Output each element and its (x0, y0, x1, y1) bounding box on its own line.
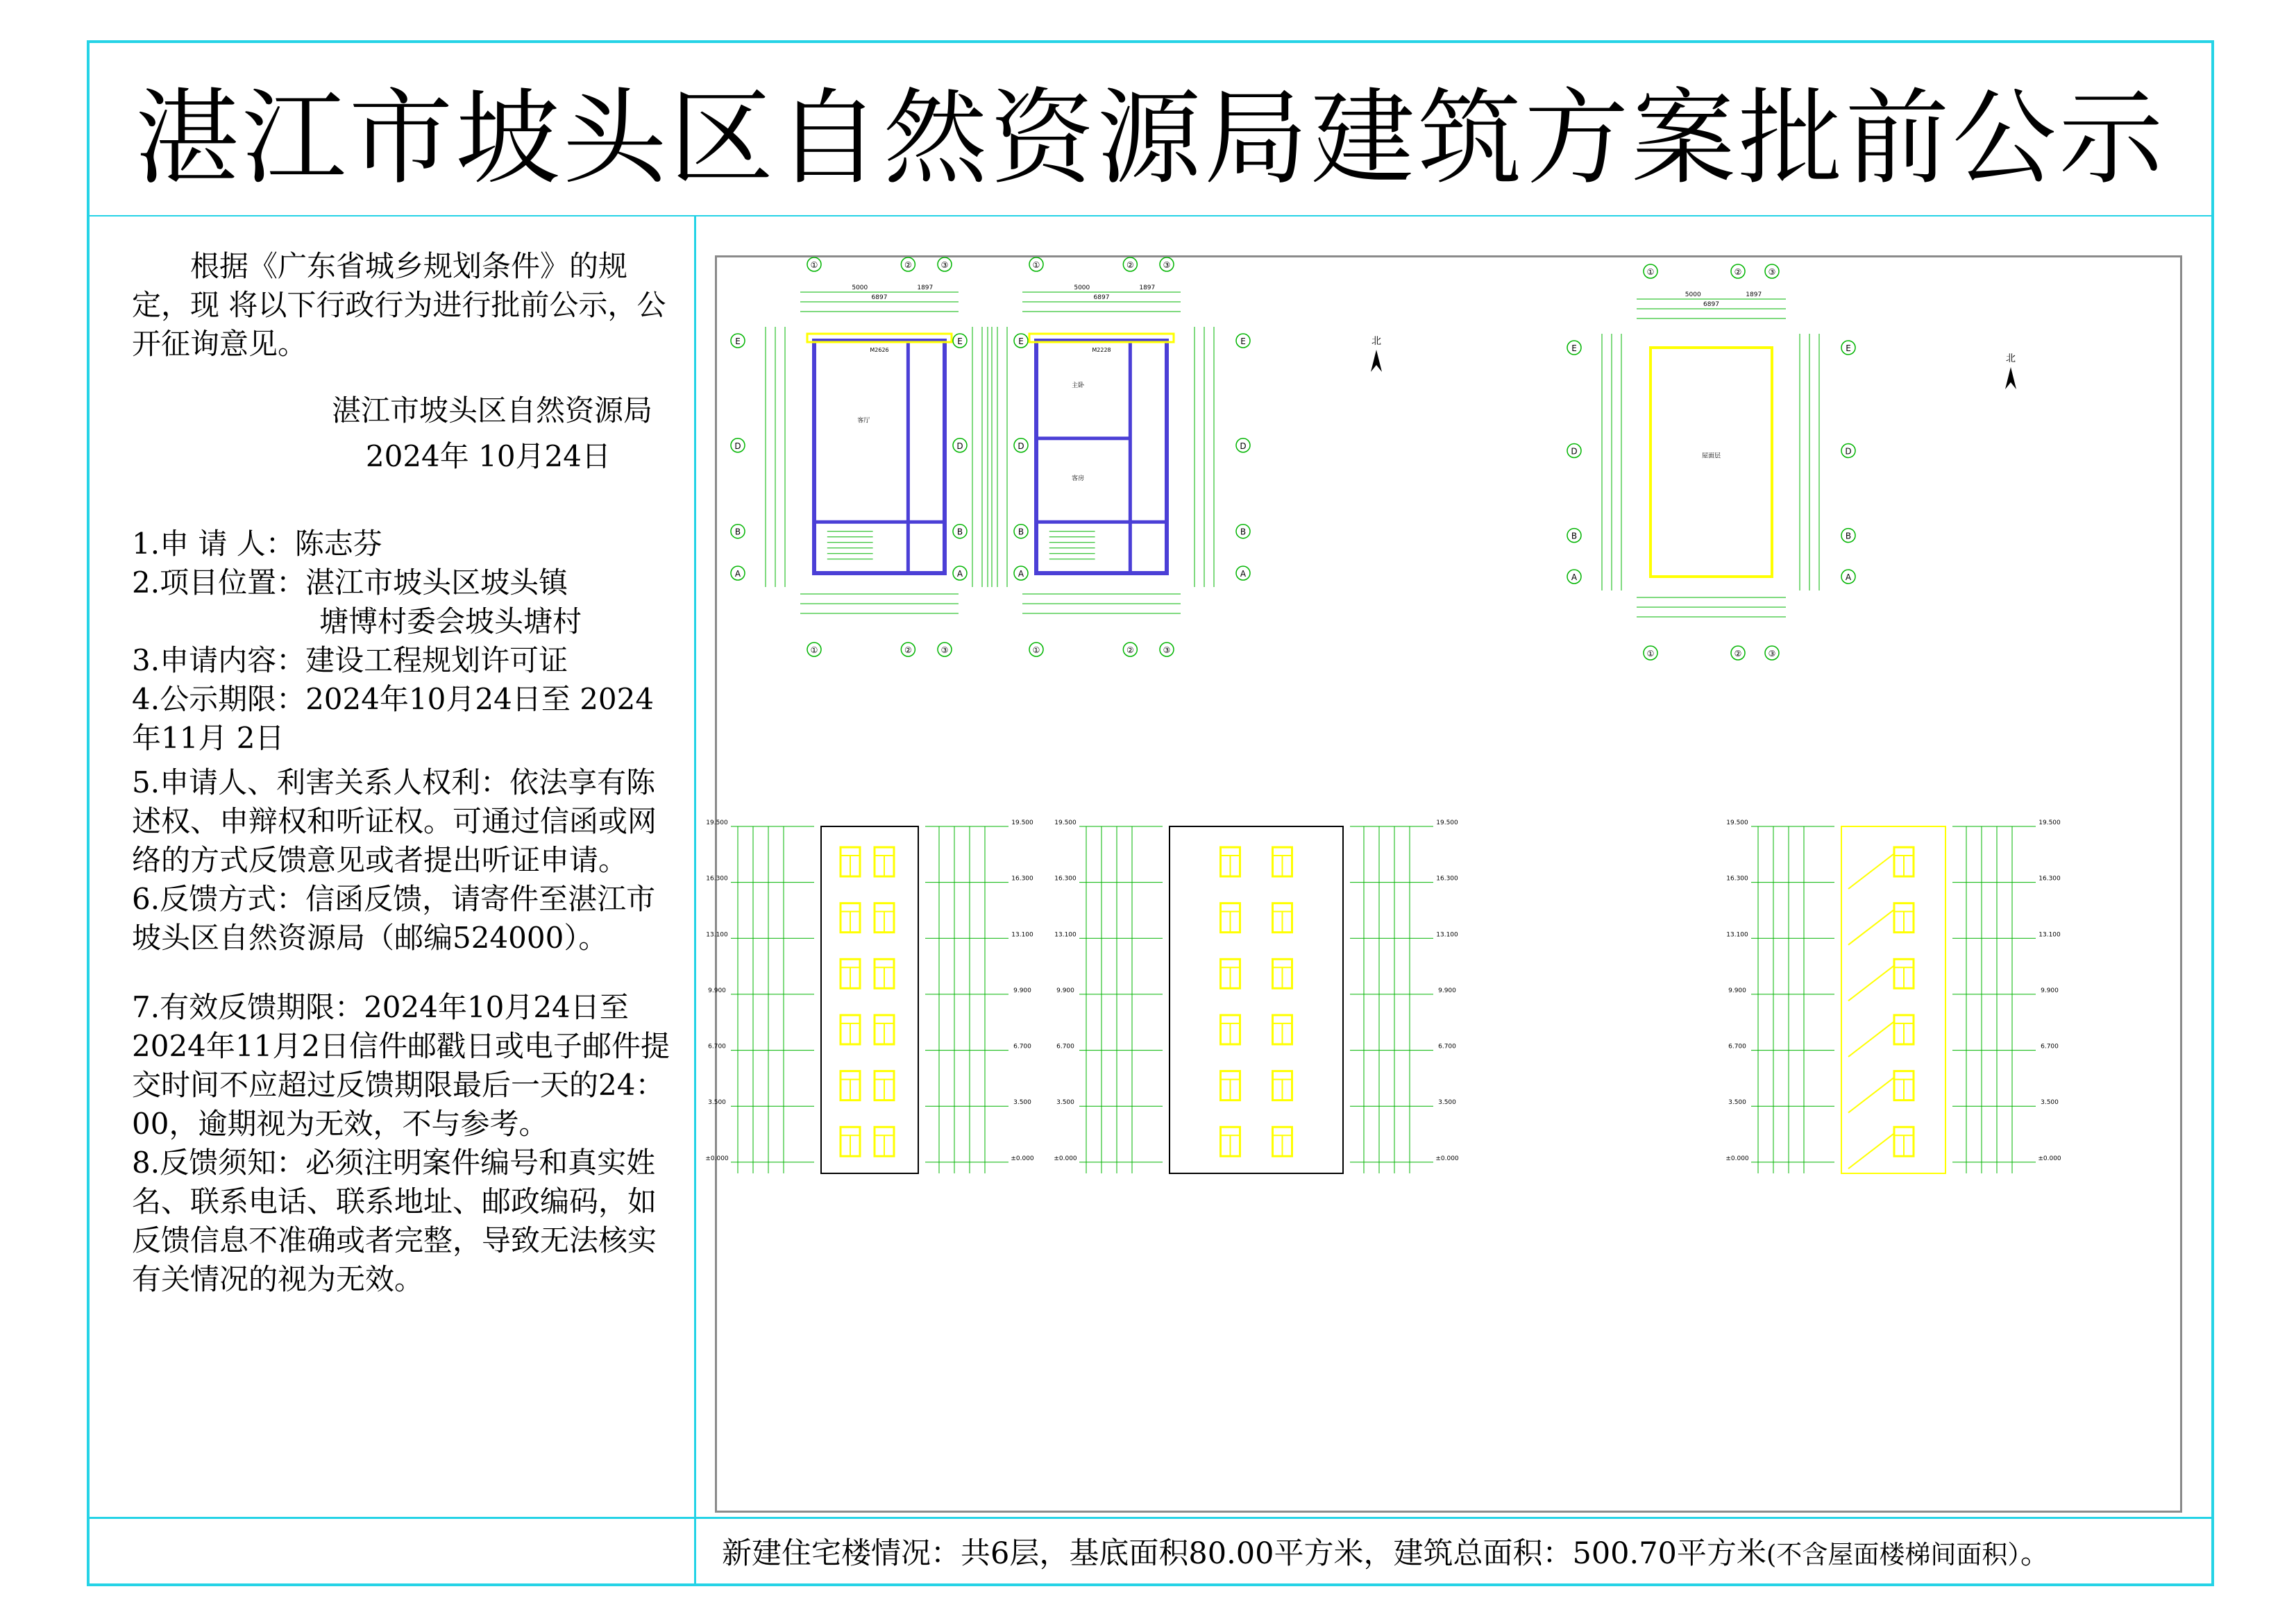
axis-label: D (1571, 446, 1578, 457)
axis-label: ③ (1768, 267, 1776, 277)
axis-label: B (1571, 531, 1578, 541)
column-divider (694, 216, 697, 1586)
axis-label: D (956, 441, 963, 451)
dimension-value: 5000 (852, 284, 868, 291)
bottom-divider (87, 1517, 2214, 1520)
notice-date: 2024年 10月24日 (365, 439, 611, 473)
axis-label: ① (1646, 267, 1655, 277)
axis-label: E (957, 337, 963, 346)
dimension-value: 1897 (1139, 284, 1156, 291)
elevation-value: 13.100 (2038, 931, 2061, 939)
item-rights: 5.申请人、利害关系人权利：依法享有陈述权、申辩权和听证权。可通过信函或网络的方式反馈意见或者提出听证申请。 (132, 765, 657, 877)
axis-label: ③ (1163, 645, 1171, 655)
north-arrow-icon (2005, 367, 2016, 389)
elevation-value: 13.100 (1054, 931, 1077, 939)
item-feedback-method: 6.反馈方式：信函反馈，请寄件至湛江市坡头区自然资源局（邮编524000）。 (132, 882, 656, 955)
north-arrow-icon (1371, 350, 1382, 372)
axis-label: A (1240, 569, 1247, 579)
axis-label: D (734, 441, 741, 451)
exterior-wall (1036, 341, 1167, 573)
axis-label: A (1571, 572, 1578, 582)
elevation (1725, 819, 2061, 1173)
agency-name: 湛江市坡头区自然资源局 (331, 393, 652, 427)
axis-label: ② (1126, 645, 1134, 655)
item-content: 3.申请内容：建设工程规划许可证 (132, 643, 568, 677)
axis-label: ② (1734, 649, 1742, 658)
elevation (705, 819, 1034, 1173)
elevation-value: 6.700 (1438, 1043, 1456, 1051)
floor-plan (1567, 264, 1855, 660)
item-applicant: 1.申 请 人：陈志芬 (132, 527, 382, 561)
axis-label: B (1845, 531, 1852, 541)
axis-label: ① (1032, 260, 1040, 270)
door-code: M2228 (1092, 347, 1111, 353)
elevation-value: 19.500 (1054, 819, 1077, 826)
elevation-value: ±0.000 (1011, 1155, 1034, 1162)
axis-label: ② (904, 260, 912, 270)
dimension-value: 6897 (1703, 301, 1719, 308)
elevation-value: 6.700 (1056, 1043, 1074, 1051)
stair-flight (1848, 966, 1893, 1001)
elevation-value: 19.500 (1726, 819, 1748, 826)
elevation-value: 9.900 (1013, 987, 1031, 994)
axis-label: ① (810, 260, 818, 270)
axis-label: ① (1032, 645, 1040, 655)
elevation-value: 3.500 (1728, 1099, 1746, 1107)
axis-label: A (956, 569, 963, 579)
room-label: 客厅 (857, 417, 870, 425)
item-location: 2.项目位置：湛江市坡头区坡头镇 (132, 566, 568, 600)
stair-flight (1848, 854, 1893, 889)
elevation-value: 6.700 (708, 1043, 726, 1051)
axis-label: ② (1734, 267, 1742, 277)
axis-label: ② (904, 645, 912, 655)
elevation-value: 9.900 (1438, 987, 1456, 994)
axis-label: ③ (940, 645, 949, 655)
axis-label: B (1240, 527, 1247, 537)
elevation-value: 16.300 (706, 875, 728, 883)
item-feedback-deadline: 7.有效反馈期限：2024年10月24日至2024年11月2日信件邮戳日或电子邮件提交时间不应超过反馈期限最后一天的24：00，逾期视为无效，不与参考。 (132, 990, 670, 1141)
elevation-value: 9.900 (1728, 987, 1746, 994)
elevation-value: ±0.000 (2038, 1155, 2061, 1162)
elevation-value: 13.100 (706, 931, 728, 939)
elevation-value: 6.700 (1013, 1043, 1031, 1051)
elevation-value: 13.100 (1436, 931, 1458, 939)
summary-note: (不含屋面楼梯间面积） (1766, 1540, 2020, 1570)
room-label: 屋面层 (1701, 452, 1721, 460)
stair-flight (1848, 1134, 1893, 1169)
axis-label: ② (1126, 260, 1134, 270)
item-period: 4.公示期限：2024年10月24日至 2024年11月 2日 (132, 682, 655, 755)
axis-label: D (1240, 441, 1247, 451)
axis-label: A (1018, 569, 1024, 579)
elevation-value: 16.300 (2038, 875, 2061, 883)
elevation-value: 3.500 (1056, 1099, 1074, 1107)
elevation-value: 9.900 (2041, 987, 2059, 994)
room-label: 主卧 (1072, 382, 1085, 389)
axis-label: E (1018, 337, 1024, 346)
intro-paragraph: 根据《广东省城乡规划条件》的规定，现 将以下行政行为进行批前公示，公开征询意见。 (132, 249, 666, 361)
roof-outline (1651, 348, 1772, 577)
elevation-value: ±0.000 (1054, 1155, 1077, 1162)
notice-text (132, 247, 673, 1299)
room-label: 客房 (1072, 475, 1085, 482)
drawing-canvas (705, 257, 2180, 1511)
elevation-value: 13.100 (1011, 931, 1033, 939)
dimension-value: 5000 (1074, 284, 1090, 291)
elevation-value: 19.500 (1436, 819, 1458, 826)
elevation-value: 6.700 (1728, 1043, 1746, 1051)
floor-plans (731, 257, 2016, 660)
axis-label: B (1018, 527, 1024, 537)
north-label: 北 (2006, 353, 2016, 364)
stair-flight (1848, 1022, 1893, 1057)
axis-label: ③ (940, 260, 949, 270)
axis-label: B (956, 527, 963, 537)
elevation-value: 13.100 (1726, 931, 1748, 939)
elevation-value: 16.300 (1726, 875, 1748, 883)
axis-label: A (734, 569, 741, 579)
dimension-value: 5000 (1685, 291, 1701, 298)
dimension-value: 6897 (871, 294, 888, 301)
elevation-drawings (705, 819, 2061, 1173)
axis-label: ① (810, 645, 818, 655)
item-feedback-notice: 8.反馈须知：必须注明案件编号和真实姓名、联系电话、联系地址、邮政编码，如反馈信息不准确或者完整，导致无法核实有关情况的视为无效。 (132, 1146, 657, 1296)
elevation-value: 3.500 (1013, 1099, 1031, 1107)
axis-label: E (1240, 337, 1246, 346)
elevation-value: 6.700 (2041, 1043, 2059, 1051)
summary-end: 。 (2020, 1536, 2050, 1571)
page-title: 湛江市坡头区自然资源局建筑方案批前公示 (135, 78, 2166, 199)
exterior-wall (814, 341, 945, 573)
elevation-value: ±0.000 (1435, 1155, 1459, 1162)
elevation-value: 16.300 (1011, 875, 1033, 883)
axis-label: E (735, 337, 741, 346)
axis-label: ③ (1768, 649, 1776, 658)
architectural-drawings (705, 255, 2182, 1513)
elevation-outline (821, 826, 918, 1173)
dimension-value: 6897 (1093, 294, 1110, 301)
elevation-value: 19.500 (2038, 819, 2061, 826)
elevation-value: 19.500 (1011, 819, 1033, 826)
elevation-value: 9.900 (1056, 987, 1074, 994)
building-summary (722, 1530, 2050, 1572)
stair-flight (1848, 910, 1893, 945)
axis-label: A (1845, 572, 1852, 582)
elevation-value: 3.500 (2041, 1099, 2059, 1107)
elevation-value: 3.500 (1438, 1099, 1456, 1107)
dimension-value: 1897 (1746, 291, 1762, 298)
axis-label: D (1018, 441, 1024, 451)
north-label: 北 (1371, 336, 1381, 347)
elevation-value: 3.500 (708, 1099, 726, 1107)
stair-flight (1848, 1078, 1893, 1113)
elevation-value: 19.500 (706, 819, 728, 826)
elevation-outline (1841, 826, 1945, 1173)
axis-label: ③ (1163, 260, 1171, 270)
elevation-value: 16.300 (1054, 875, 1077, 883)
floor-plan (731, 257, 1028, 656)
axis-label: D (1845, 446, 1852, 457)
axis-label: E (1571, 343, 1577, 353)
elevation-value: ±0.000 (705, 1155, 729, 1162)
axis-label: ① (1646, 649, 1655, 658)
floor-plan (953, 257, 1250, 656)
elevation-value: 9.900 (708, 987, 726, 994)
door-code: M2626 (870, 347, 889, 353)
elevation (1054, 819, 1459, 1173)
item-location-cont: 塘博村委会坡头塘村 (319, 604, 582, 638)
elevation-value: ±0.000 (1725, 1155, 1749, 1162)
summary-main: 新建住宅楼情况：共6层，基底面积80.00平方米，建筑总面积：500.70平方米 (722, 1536, 1766, 1571)
axis-label: E (1846, 343, 1851, 353)
elevation-outline (1170, 826, 1343, 1173)
axis-label: B (734, 527, 741, 537)
dimension-value: 1897 (917, 284, 934, 291)
elevation-value: 16.300 (1436, 875, 1458, 883)
